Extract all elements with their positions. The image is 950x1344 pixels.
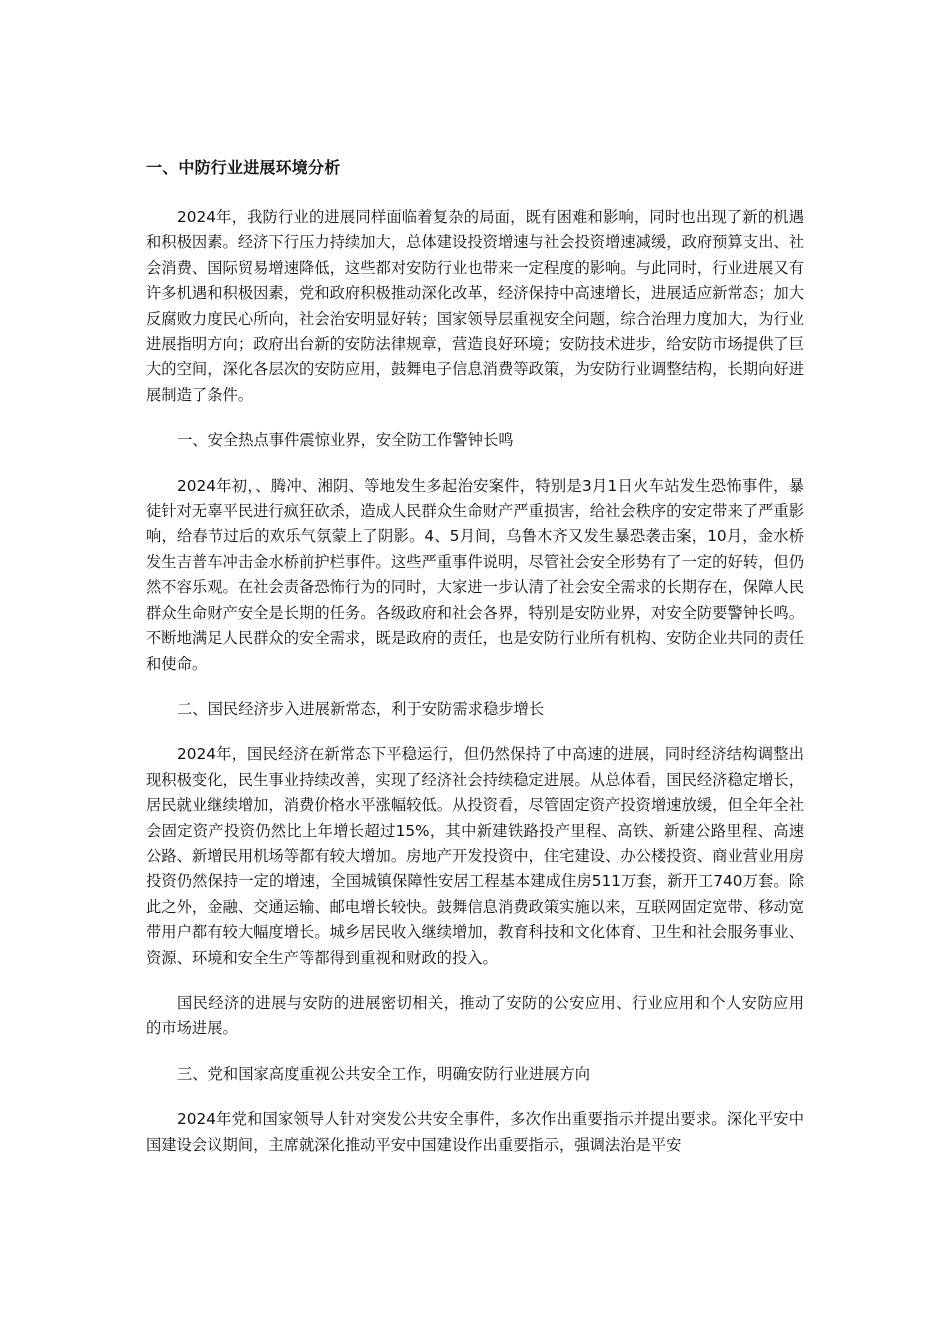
section-heading: 三、党和国家高度重视公共安全工作，明确安防行业进展方向 <box>177 1064 591 1083</box>
document-page <box>146 155 804 1178</box>
section-heading: 一、安全热点事件震惊业界，安全防工作警钟长鸣 <box>177 431 514 450</box>
section-3 <box>146 1062 804 1158</box>
section-2 <box>146 697 804 1042</box>
intro-paragraph: 2024年，我防行业的进展同样面临着复杂的局面，既有困难和影响，同时也出现了新的机遇和积极因素。经济下行压力持续加大，总体建设投资增速与社会投资增速减缓，政府预算支出、社会消费、国际贸易增速降低，这些都对安防行业也带来一定程度的影响。与此同时，行业进展又有许多机遇和积极因素，党和政府积极推动深化改革，经济保持中高速增长，进展适应新常态；加大反腐败力度民心所向，社会治安明显好转；国家领导层重视安全问题，综合治理力度加大，为行业进展指明方向；政府出台新的安防法律规章，营造良好环境；安防技术进步，给安防市场提供了巨大的空间，深化各层次的安防应用，鼓舞电子信息消费等政策，为安防行业调整结构，长期向好进展制造了条件。 <box>146 208 804 404</box>
section-paragraph: 2024年党和国家领导人针对突发公共安全事件，多次作出重要指示并提出要求。深化平安中国建设会议期间，主席就深化推动平安中国建设作出重要指示，强调法治是平安 <box>146 1110 804 1154</box>
section-heading: 二、国民经济步入进展新常态，利于安防需求稳步增长 <box>177 699 545 718</box>
section-paragraph: 国民经济的进展与安防的进展密切相关，推动了安防的公安应用、行业应用和个人安防应用的市场进展。 <box>146 993 804 1038</box>
document-title: 一、中防行业进展环境分析 <box>146 158 341 177</box>
section-paragraph: 2024年，国民经济在新常态下平稳运行，但仍然保持了中高速的进展，同时经济结构调整出现积极变化，民生事业持续改善，实现了经济社会持续稳定进展。从总体看，国民经济稳定增长，居民就业继续增加，消费价格水平涨幅较低。从投资看，尽管固定资产投资增速放缓，但全年全社会固定资产投资仍然比上年增长超过15%，其中新建铁路投产里程、高铁、新建公路里程、高速公路、新增民用机场等都有较大增加。房地产开发投资中，住宅建设、办公楼投资、商业营业用房投资仍然保持一定的增速，全国城镇保障性安居工程基本建成住房511万套，新开工740万套。除此之外，金融、交通运输、邮电增长较快。鼓舞信息消费政策实施以来，互联网固定宽带、移动宽带用户都有较大幅度增长。城乡居民收入继续增加，教育科技和文化体育、卫生和社会服务事业、资源、环境和安全生产等都得到重视和财政的投入。 <box>146 745 804 967</box>
section-1 <box>146 428 804 677</box>
section-paragraph: 2024年初，、腾冲、湘阴、等地发生多起治安案件，特别是3月1日火车站发生恐怖事件，暴徒针对无辜平民进行疯狂砍杀，造成人民群众生命财产严重损害，给社会秩序的安定带来了严重影响，给春节过后的欢乐气氛蒙上了阴影。4、5月间，乌鲁木齐又发生暴恐袭击案，10月，金水桥发生吉普车冲击金水桥前护栏事件。这些严重事件说明，尽管社会安全形势有了一定的好转，但仍然不容乐观。在社会责备恐怖行为的同时，大家进一步认清了社会安全需求的长期存在，保障人民群众生命财产安全是长期的任务。各级政府和社会各界，特别是安防业界，对安全防要警钟长鸣。不断地满足人民群众的安全需求，既是政府的责任，也是安防行业所有机构、安防企业共同的责任和使命。 <box>146 476 804 673</box>
